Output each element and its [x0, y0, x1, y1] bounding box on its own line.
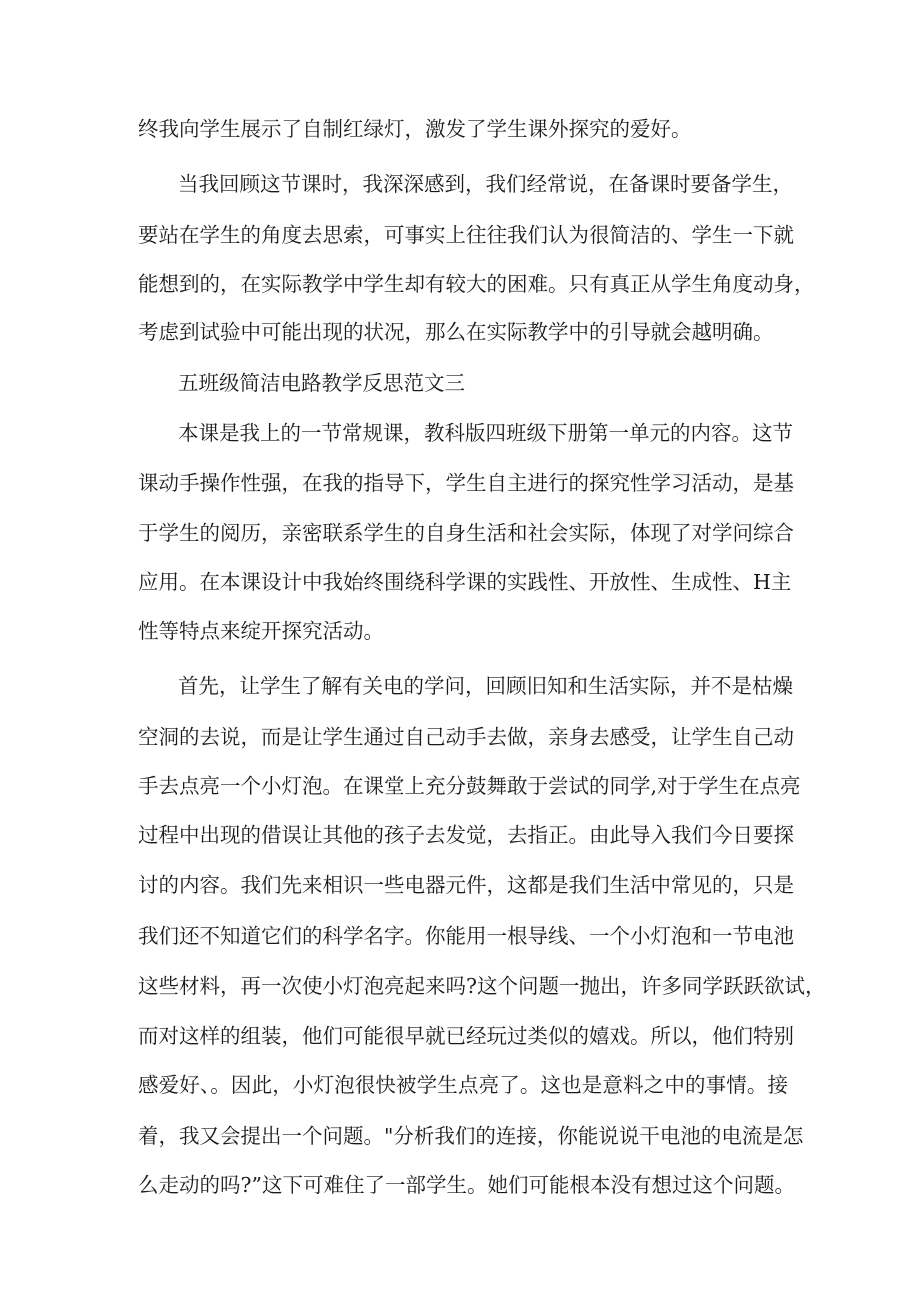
paragraph-line: 课动手操作性强，在我的指导下，学生自主进行的探究性学习活动，是基 — [138, 471, 794, 495]
paragraph-line: 手去点亮一个小灯泡。在课堂上充分鼓舞敢于尝试的同学,对于学生在点亮 — [138, 774, 801, 798]
paragraph-line: 本课是我上的一节常规课，教科版四班级下册第一单元的内容。这节 — [178, 421, 793, 445]
paragraph-line: 考虑到试验中可能出现的状况，那么在实际教学中的引导就会越明确。 — [138, 320, 774, 344]
section-heading: 五班级简洁电路教学反思范文三 — [178, 371, 465, 395]
paragraph-line: 过程中出现的借误让其他的孩子去发觉，去指正。由此导入我们今日要探 — [138, 823, 794, 847]
paragraph-line: 于学生的阅历，亲密联系学生的自身生活和社会实际，体现了对学问综合 — [138, 521, 794, 545]
paragraph-line: 我们还不知道它们的科学名字。你能用一根导线、一个小灯泡和一节电池 — [138, 924, 794, 948]
paragraph-line: 首先，让学生了解有关电的学问，回顾旧知和生活实际，并不是枯燥 — [178, 674, 793, 698]
paragraph-line: 么走动的吗?”这下可难住了一部学生。她们可能根本没有想过这个问题。 — [138, 1173, 795, 1197]
paragraph-line: 感爱好、。因此，小灯泡很快被学生点亮了。这也是意料之中的事情。接 — [138, 1073, 788, 1097]
paragraph-line: 能想到的，在实际教学中学生却有较大的困难。只有真正从学生角度动身， — [138, 272, 815, 296]
paragraph-line: 而对这样的组装，他们可能很早就已经玩过类似的嬉戏。所以，他们特别 — [138, 1024, 794, 1048]
paragraph-line: 要站在学生的角度去思索，可事实上往往我们认为很简洁的、学生一下就 — [138, 223, 794, 247]
paragraph-line: 当我回顾这节课时，我深深感到，我们经常说，在备课时要备学生， — [178, 172, 793, 196]
paragraph-line: 空洞的去说，而是让学生通过自己动手去做，亲身去感受，让学生自己动 — [138, 725, 794, 749]
paragraph-line: 讨的内容。我们先来相识一些电器元件，这都是我们生活中常见的，只是 — [138, 873, 794, 897]
paragraph-line: 这些材料，再一次使小灯泡亮起来吗?这个问题一抛出，许多同学跃跃欲试， — [138, 974, 826, 998]
paragraph-line: 性等特点来绽开探究活动。 — [138, 619, 384, 643]
paragraph-line: 着，我又会提出一个问题。"分析我们的连接，你能说说干电池的电流是怎 — [138, 1124, 804, 1148]
paragraph-line: 终我向学生展示了自制红绿灯，激发了学生课外探究的爱好。 — [138, 117, 692, 141]
paragraph-line: 应用。在本课设计中我始终围绕科学课的实践性、开放性、生成性、H主 — [138, 570, 792, 594]
